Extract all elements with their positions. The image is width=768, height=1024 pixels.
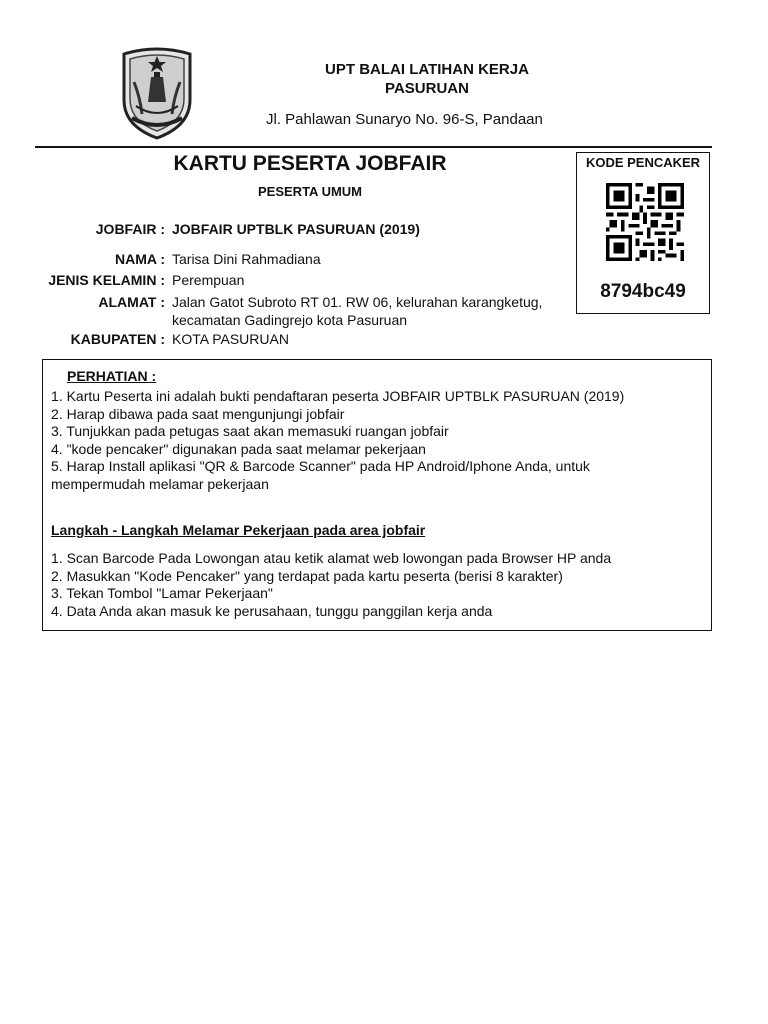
organization-name: UPT BALAI LATIHAN KERJA PASURUAN <box>325 61 529 97</box>
kode-pencaker-box <box>576 152 710 314</box>
notice-box <box>42 359 712 631</box>
list-item: 3. Tunjukkan pada petugas saat akan memasuki ruangan jobfair <box>51 423 449 439</box>
field-nama-label: NAMA : <box>114 251 165 267</box>
field-alamat-value: Jalan Gatot Subroto RT 01. RW 06, kelurahan karangketug, kecamatan Gadingrejo kota Pasuruan <box>172 294 543 328</box>
list-item: 5. Harap Install aplikasi "QR & Barcode Scanner" pada HP Android/Iphone Anda, untuk <box>51 458 590 474</box>
list-item: 1. Kartu Peserta ini adalah bukti pendaftaran peserta JOBFAIR UPTBLK PASURUAN (2019) <box>51 388 625 404</box>
header-divider <box>35 146 712 148</box>
list-item: 1. Scan Barcode Pada Lowongan atau ketik alamat web lowongan pada Browser HP anda <box>51 550 612 566</box>
notice-heading: PERHATIAN : <box>67 368 157 384</box>
card-subtitle: PESERTA UMUM <box>258 184 362 199</box>
field-jenis-kelamin-label: JENIS KELAMIN : <box>48 272 165 288</box>
list-item: 4. Data Anda akan masuk ke perusahaan, tunggu panggilan kerja anda <box>51 602 493 619</box>
field-jenis-kelamin-value: Perempuan <box>172 272 245 288</box>
field-jobfair-value: JOBFAIR UPTBLK PASURUAN (2019) <box>172 221 420 237</box>
field-kabupaten-label: KABUPATEN : <box>70 331 165 347</box>
field-alamat-label: ALAMAT : <box>98 294 165 310</box>
steps-list <box>51 550 691 620</box>
field-nama-value: Tarisa Dini Rahmadiana <box>172 251 321 267</box>
kode-pencaker-value: 8794bc49 <box>600 281 686 302</box>
steps-heading: Langkah - Langkah Melamar Pekerjaan pada area jobfair <box>51 522 426 538</box>
notice-list <box>51 388 691 493</box>
list-item: mempermudah melamar pekerjaan <box>51 475 269 492</box>
qr-code-icon <box>606 183 684 261</box>
list-item: 4. "kode pencaker" digunakan pada saat melamar pekerjaan <box>51 440 426 457</box>
jawa-timur-emblem-icon <box>118 42 196 142</box>
organization-address: Jl. Pahlawan Sunaryo No. 96-S, Pandaan <box>266 111 543 128</box>
list-item: 3. Tekan Tombol "Lamar Pekerjaan" <box>51 585 273 601</box>
card-title: KARTU PESERTA JOBFAIR <box>173 152 447 175</box>
list-item: 2. Masukkan "Kode Pencaker" yang terdapat pada kartu peserta (berisi 8 karakter) <box>51 567 563 584</box>
field-kabupaten-value: KOTA PASURUAN <box>172 331 289 347</box>
field-jobfair-label: JOBFAIR : <box>95 221 165 237</box>
kode-pencaker-label: KODE PENCAKER <box>585 155 701 170</box>
list-item: 2. Harap dibawa pada saat mengunjungi jobfair <box>51 405 345 422</box>
